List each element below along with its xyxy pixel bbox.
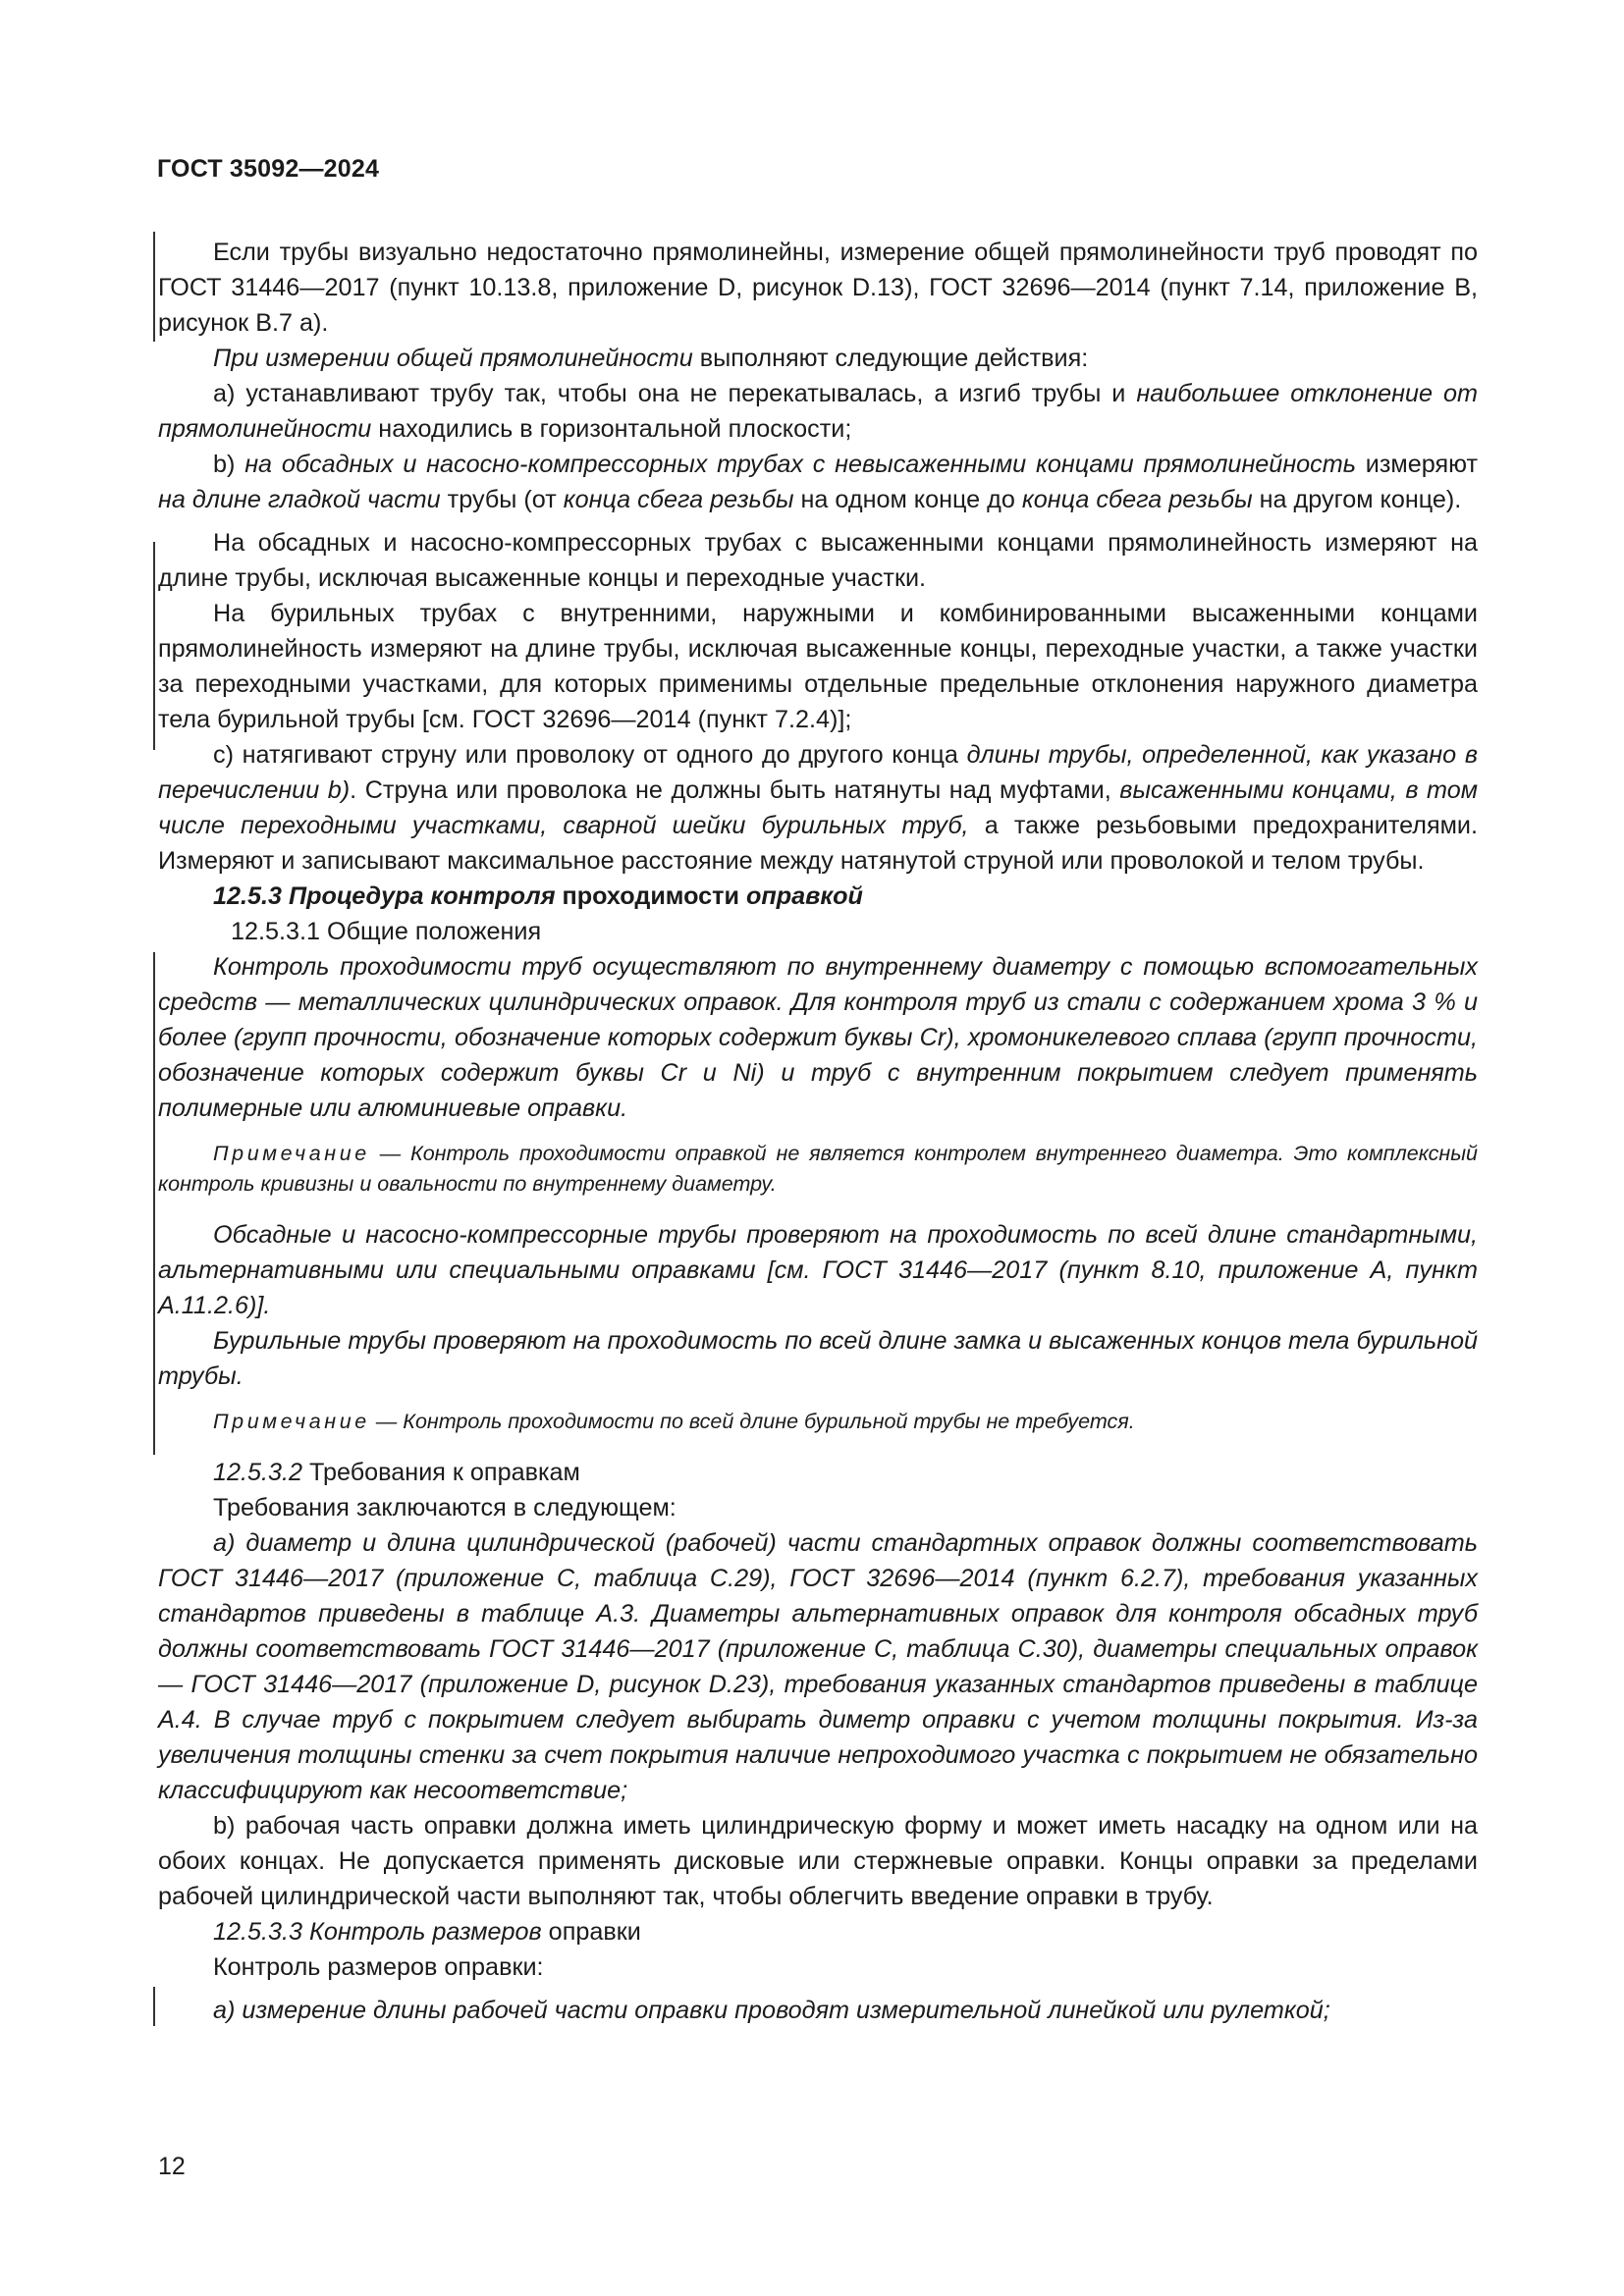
section-heading: 12.5.3 Процедура контроля проходимости оправкой [213, 882, 863, 910]
document-code-header: ГОСТ 35092—2024 [157, 155, 380, 183]
subsection-heading: 12.5.3.2 Требования к оправкам [213, 1459, 580, 1486]
note: Примечание — Контроль проходимости по всей длине бурильной трубы не требуется. [213, 1410, 1135, 1433]
paragraph: Контроль размеров оправки: [213, 1953, 544, 1981]
paragraph: На обсадных и насосно-компрессорных трубах с высаженными концами прямолинейность измеряют на длине трубы, исключая высаженные концы и переходные участки. [158, 529, 1478, 592]
revision-bar [153, 1987, 155, 2026]
paragraph: Бурильные трубы проверяют на проходимость по всей длине замка и высаженных концов тела бурильной трубы. [158, 1327, 1478, 1390]
list-item-a: а) диаметр и длина цилиндрической (рабочей) части стандартных оправок должны соответствовать ГОСТ 31446—2017 (приложение С, таблица С.29), ГОСТ 32696—2014 (пункт 6.2.7), требования указанных стандартов приведены в таблице А.3. Диаметры альтернативных оправок для контроля обсадных труб должны соответствовать ГОСТ 31446—2017 (приложение С, таблица С.30), диаметры специальных оправок — ГОСТ 31446—2017 (приложение D, рисунок D.23), требования указанных стандартов приведены в таблице А.4. В случае труб с покрытием следует выбирать диметр оправки с учетом толщины покрытия. Из-за увеличения толщины стенки за счет покрытия наличие непроходимого участка с покрытием не обязательно классифицируют как несоответствие; [158, 1529, 1478, 1804]
list-item-c: с) натягивают струну или проволоку от одного до другого конца длины трубы, определенной, как указано в перечислении b). Струна или проволока не должны быть натянуты над муфтами, высаженными концами, в том числе переходными участками, сварной шейки бурильных труб, а также резьбовыми предохранителями. Измеряют и записывают максимальное расстояние между натянутой струной или проволокой и телом трубы. [158, 741, 1479, 875]
paragraph: На бурильных трубах с внутренними, наружными и комбинированными высаженными концами прямолинейность измеряют на длине трубы, исключая высаженные концы, переходные участки, а также участки за переходными участками, для которых применимы отдельные предельные отклонения наружного диаметра тела бурильной трубы [см. ГОСТ 32696—2014 (пункт 7.2.4)]; [158, 600, 1478, 733]
document-body [158, 235, 1478, 2028]
paragraph: Если трубы визуально недостаточно прямолинейны, измерение общей прямолинейности труб проводят по ГОСТ 31446—2017 (пункт 10.13.8, приложение D, рисунок D.13), ГОСТ 32696—2014 (пункт 7.14, приложение В, рисунок В.7 а). [158, 239, 1478, 337]
revision-bar [153, 542, 155, 750]
list-item-b: b) на обсадных и насосно-компрессорных трубах с невысаженными концами прямолинейность измеряют на длине гладкой части трубы (от конца сбега резьбы на одном конце до конца сбега резьбы на другом конце). [158, 451, 1478, 513]
list-item-b: b) рабочая часть оправки должна иметь цилиндрическую форму и может иметь насадку на одном или на обоих концах. Не допускается применять дисковые или стержневые оправки. Концы оправки за пределами рабочей цилиндрической части выполняют так, чтобы облегчить введение оправки в трубу. [158, 1812, 1478, 1910]
subsection-heading: 12.5.3.3 Контроль размеров оправки [213, 1918, 641, 1946]
paragraph: Контроль проходимости труб осуществляют по внутреннему диаметру с помощью вспомогательных средств — металлических цилиндрических оправок. Для контроля труб из стали с содержанием хрома 3 % и более (групп прочности, обозначение которых содержит буквы Cr), хромоникелевого сплава (групп прочности, обозначение которых содержит буквы Cr и Ni) и труб с внутренним покрытием следует применять полимерные или алюминиевые оправки. [158, 953, 1478, 1122]
list-item-a: а) измерение длины рабочей части оправки проводят измерительной линейкой или рулеткой; [213, 1997, 1330, 2024]
list-item-a: а) устанавливают трубу так, чтобы она не перекатывалась, а изгиб трубы и наибольшее отклонение от прямолинейности находились в горизонтальной плоскости; [158, 380, 1479, 443]
subsection-heading: 12.5.3.1 Общие положения [231, 918, 542, 945]
paragraph: Обсадные и насосно-компрессорные трубы проверяют на проходимость по всей длине стандартными, альтернативными или специальными оправками [см. ГОСТ 31446—2017 (пункт 8.10, приложение А, пункт А.11.2.6)]. [158, 1221, 1478, 1319]
page-number: 12 [158, 2153, 186, 2180]
note: Примечание — Контроль проходимости оправкой не является контролем внутреннего диаметра. Это комплексный контроль кривизны и овальности по внутреннему диаметру. [158, 1142, 1478, 1196]
paragraph: Требования заключаются в следующем: [213, 1494, 677, 1522]
paragraph: При измерении общей прямолинейности выполняют следующие действия: [213, 345, 1089, 372]
revision-bar [153, 952, 155, 1455]
revision-bar [153, 232, 155, 342]
